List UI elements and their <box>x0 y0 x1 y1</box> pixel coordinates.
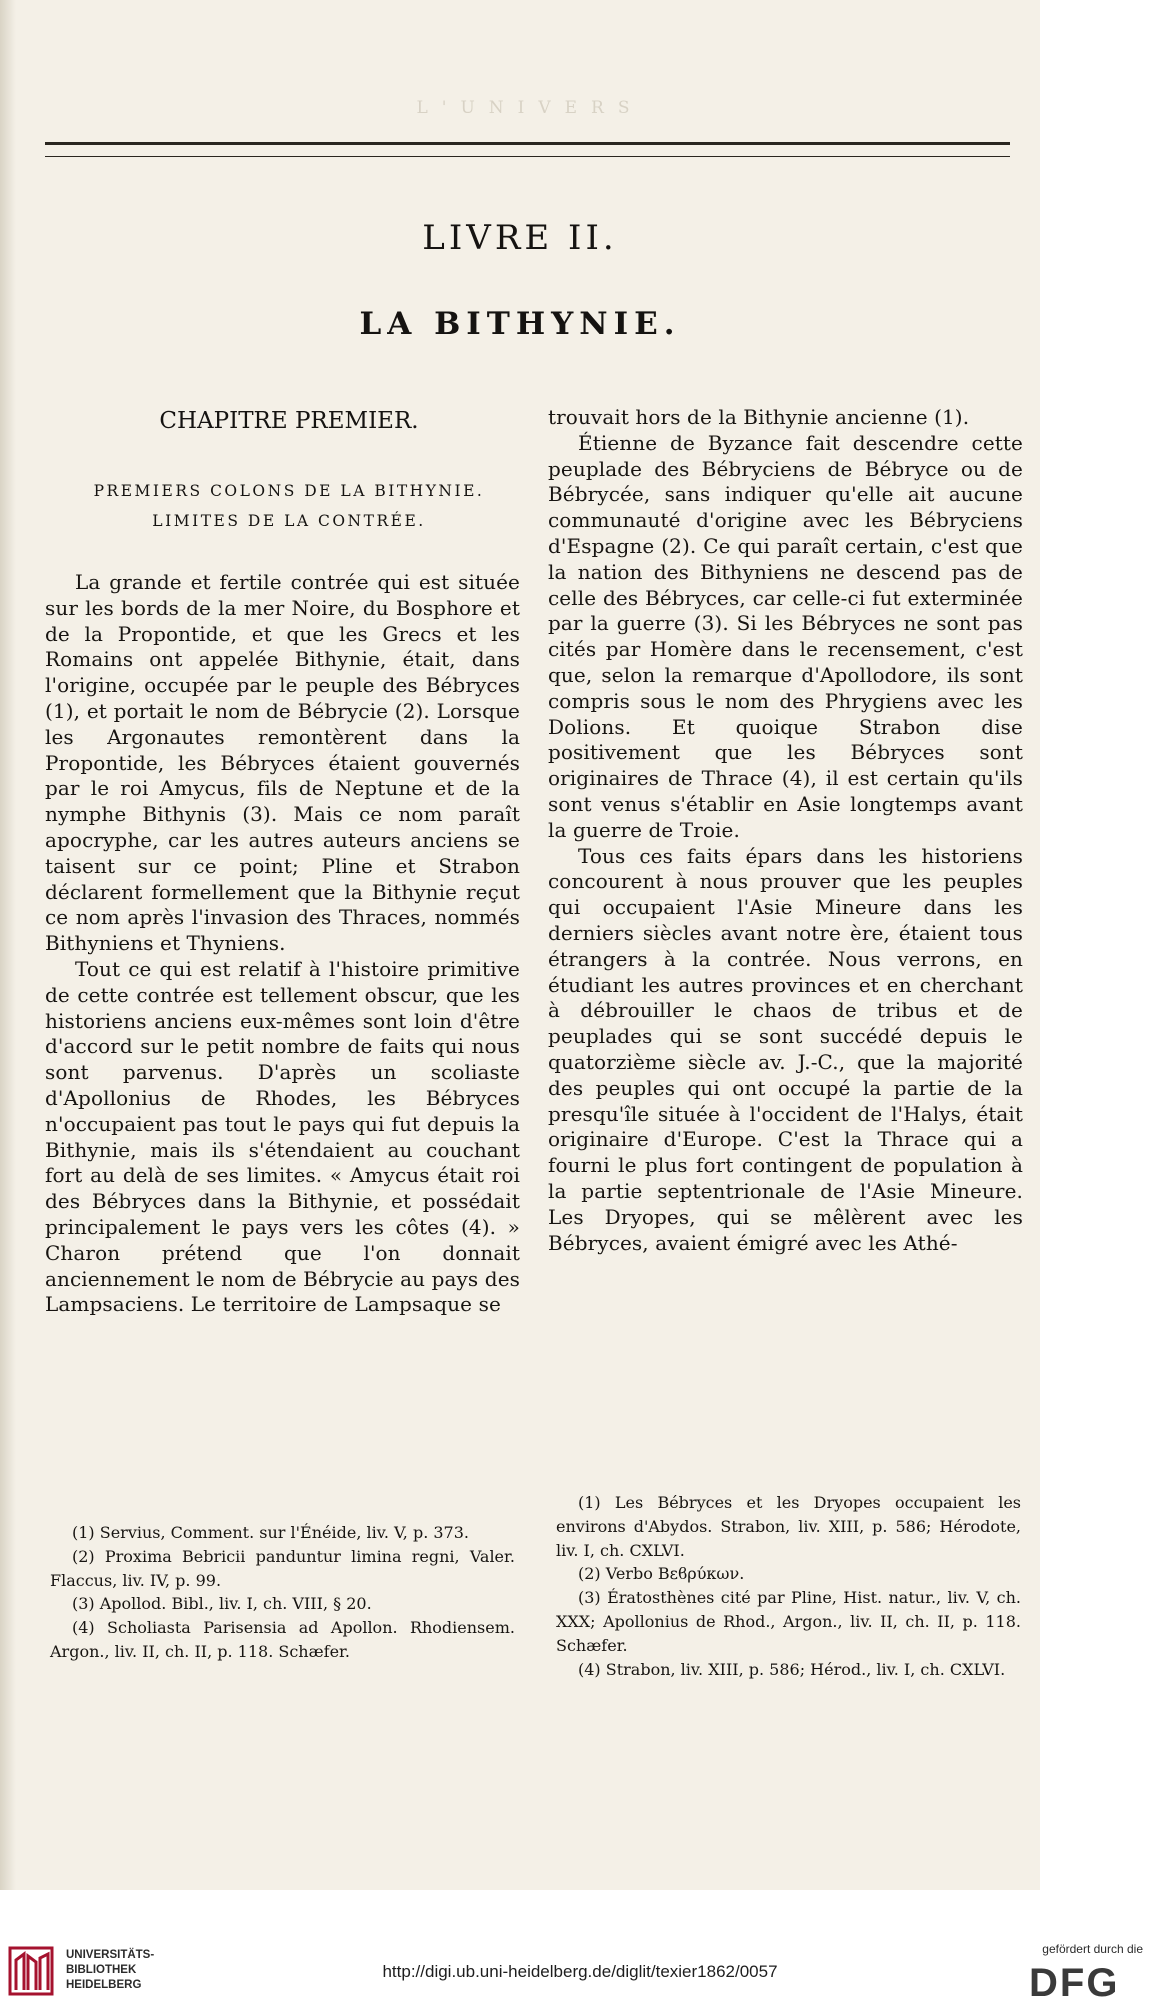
footnote: (4) Scholiasta Parisensia ad Apollon. Rhodiensem. Argon., liv. II, ch. II, p. 118. Schæfer. <box>50 1618 515 1661</box>
footnote: (4) Strabon, liv. XIII, p. 586; Hérod., liv. I, ch. CXLVI. <box>578 1659 1006 1679</box>
region-title: LA BITHYNIE. <box>359 306 681 342</box>
body-paragraph: Étienne de Byzance fait descendre cette peuplade des Bébryciens de Bébryce ou de Bébrycée, sans indiquer qu'elle ait aucune communauté d'origine avec les Bébryciens d'Espagne (2). Ce qui paraît certain, c'est que la nation des Bithyniens ne descend pas de celle des Bébryces, car celle-ci fut exterminée par la guerre (3). Si les Bébryces ne sont pas cités par Homère dans le recensement, c'est que, selon la remarque d'Apollodore, ils sont compris sous le nom des Phrygiens avec les Dolions. Et quoique Strabon dise positivement que les Bébryces sont originaires de Thrace (4), il est certain qu'ils sont venus s'établir en Asie longtemps avant la guerre de Troie. <box>548 430 1023 842</box>
right-column-footnotes <box>556 1491 1021 1681</box>
body-paragraph: Tous ces faits épars dans les historiens concourent à nous prouver que les peuples qui occupaient l'Asie Mineure dans les derniers siècles avant notre ère, étaient tous étrangers à la contrée. Nous verrons, en étudiant les autres provinces et en cherchant à débrouiller le chaos de tribus et de peuplades qui se sont succédé depuis le quatorzième siècle av. J.-C., que la majorité des peuples qui ont occupé la partie de la presqu'île située à l'occident de l'Halys, était originaire d'Europe. C'est la Thrace qui a fourni le plus fort contingent de population à la partie septentrionale de l'Asie Mineure. Les Dryopes, qui se mêlèrent avec les Bébryces, avaient émigré avec les Athé- <box>548 843 1023 1255</box>
chapter-subtitle-line: PREMIERS COLONS DE LA BITHYNIE. <box>93 482 485 500</box>
body-paragraph: La grande et fertile contrée qui est située sur les bords de la mer Noire, du Bosphore et de la Propontide, et que les Grecs et les Romains ont appelée Bithynie, était, dans l'origine, occupée par le peuple des Bébryces (1), et portait le nom de Bébrycie (2). Lorsque les Argonautes remontèrent dans la Propontide, les Bébryces étaient gouvernés par le roi Amycus, fils de Neptune et de la nymphe Bithynis (3). Mais ce nom paraît apocryphe, car les autres auteurs anciens se taisent sur ce point; Pline et Strabon déclarent formellement que la Bithynie reçut ce nom après l'invasion des Thraces, nommés Bithyniens et Thyniens. <box>45 570 520 956</box>
funded-by-label: gefördert durch die <box>1042 1942 1143 1956</box>
chapter-subtitle <box>54 476 524 536</box>
footnote: (1) Les Bébryces et les Dryopes occupaient les environs d'Abydos. Strabon, liv. XIII, p. 586; Hérodote, liv. I, ch. CXLVI. <box>556 1493 1021 1560</box>
footnote: (2) Verbo Βεϐρύκων. <box>578 1564 745 1584</box>
header-rule-thin <box>45 156 1010 157</box>
footnote: (1) Servius, Comment. sur l'Énéide, liv. V, p. 373. <box>72 1523 469 1542</box>
footnote: (2) Proxima Bebricii panduntur limina regni, Valer. Flaccus, liv. IV, p. 99. <box>50 1546 515 1590</box>
permalink-url[interactable]: http://digi.ub.uni-heidelberg.de/diglit/texier1862/0057 <box>382 1962 778 1981</box>
running-head-bleedthrough: L'UNIVERS <box>416 98 644 118</box>
chapter-subtitle-line: LIMITES DE LA CONTRÉE. <box>152 512 426 530</box>
footnote: (3) Apollod. Bibl., liv. I, ch. VIII, § 20. <box>72 1594 372 1614</box>
left-column-body <box>45 570 520 1318</box>
library-name-line: HEIDELBERG <box>66 1979 142 1991</box>
header-rule-thick <box>45 142 1010 145</box>
library-name-line: BIBLIOTHEK <box>66 1964 137 1976</box>
library-name-line: UNIVERSITÄTS- <box>66 1949 155 1961</box>
body-paragraph: Tout ce qui est relatif à l'histoire primitive de cette contrée est tellement obscur, que les historiens anciens eux-mêmes sont loin d'être d'accord sur le petit nombre de faits qui nous sont parvenus. D'après un scoliaste d'Apollonius de Rhodes, les Bébryces n'occupaient pas tout le pays qui fut depuis la Bithynie, mais ils s'étendaient au couchant fort au delà de ses limites. « Amycus était roi des Bébryces dans la Bithynie, et possédait principalement le pays vers les côtes (4). » Charon prétend que l'on donnait anciennement le nom de Bébrycie au pays des Lampsaciens. Le territoire de Lampsaque se <box>45 956 520 1317</box>
university-library-logo-icon <box>8 1946 54 1996</box>
dfg-logo-icon <box>1027 1962 1145 2000</box>
left-column-footnotes <box>50 1521 515 1664</box>
dfg-logo-text: DFG <box>1029 1962 1120 2000</box>
footnote: (3) Ératosthènes cité par Pline, Hist. natur., liv. V, ch. XXX; Apollonius de Rhod., Argon., liv. II, ch. II, p. 118. Schæfer. <box>556 1588 1021 1655</box>
page-gutter-shadow <box>0 0 16 1890</box>
book-title: LIVRE II. <box>422 218 618 258</box>
university-library-name <box>66 1948 154 1993</box>
right-column-body <box>548 405 1023 1256</box>
chapter-title: CHAPITRE PREMIER. <box>159 408 419 434</box>
body-paragraph-continued: trouvait hors de la Bithynie ancienne (1). <box>548 405 970 429</box>
viewer-footer <box>0 1890 1159 2012</box>
